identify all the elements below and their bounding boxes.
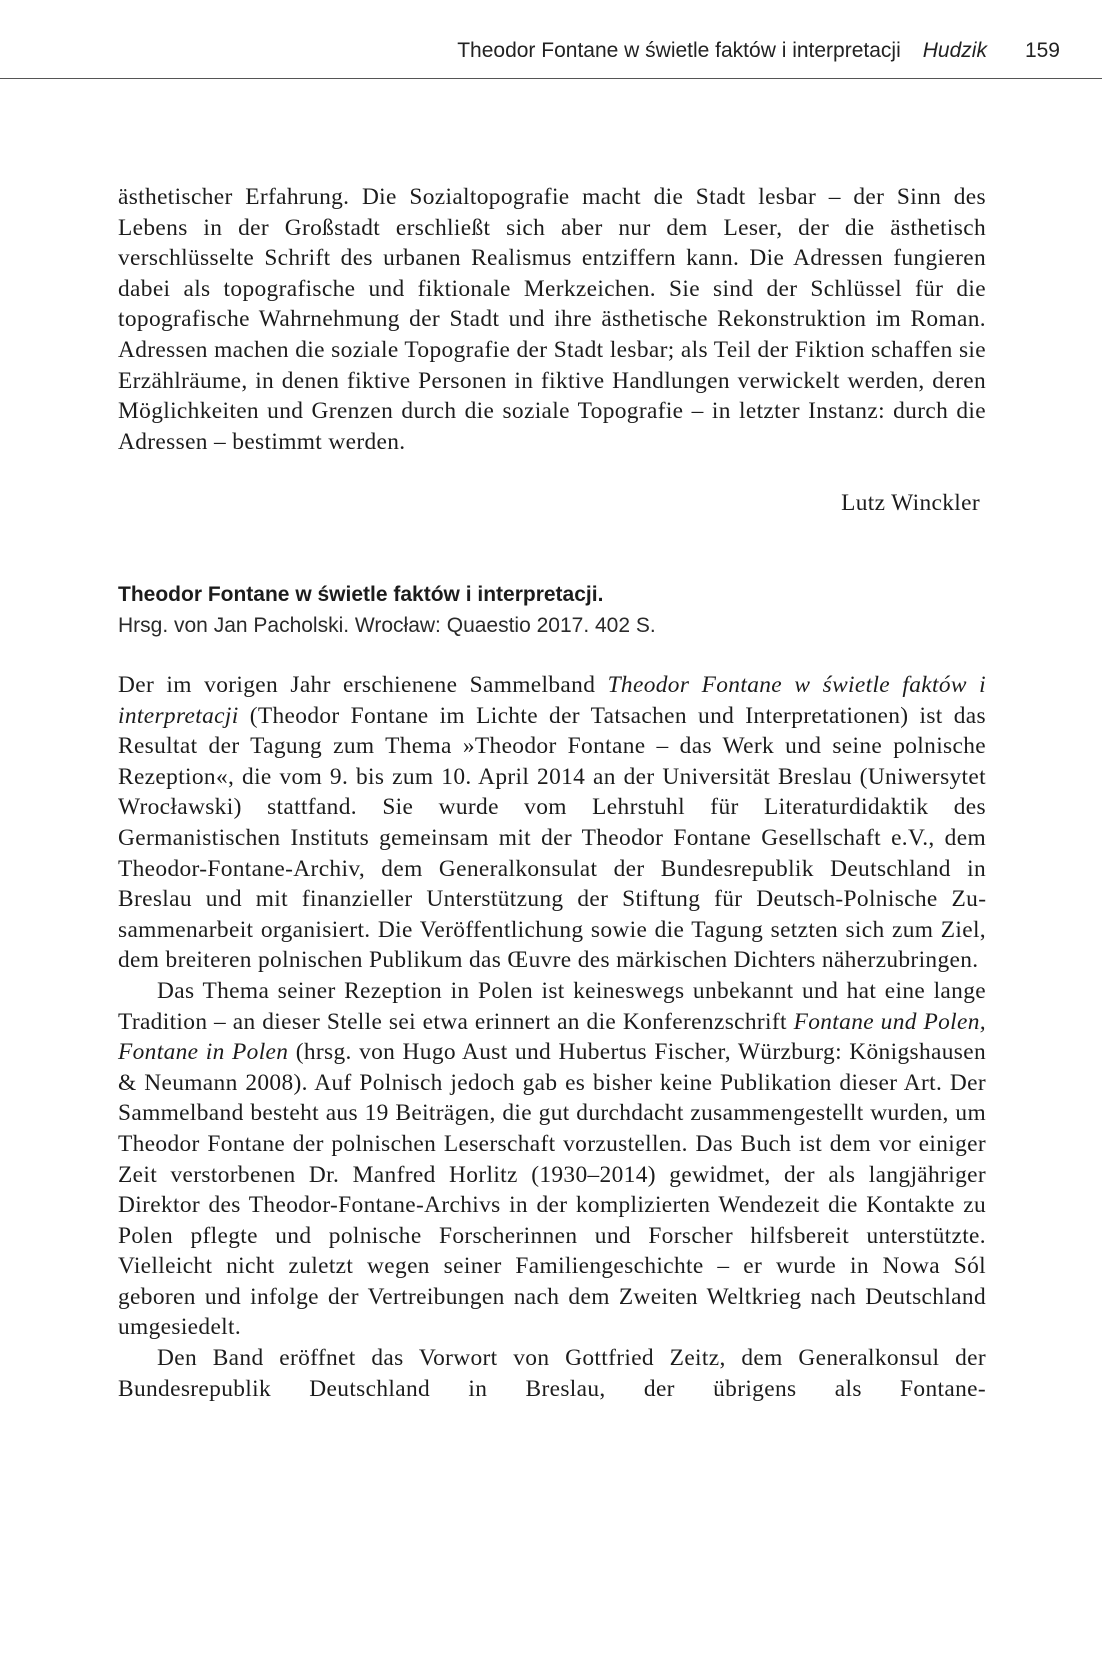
page-number: 159 (1024, 39, 1060, 62)
previous-review-paragraph: ästhetischer Erfahrung. Die Sozialtopografie macht die Stadt lesbar – der Sinn des Lebens in der Großstadt erschließt sich aber nur dem Leser, der die ästhetisch verschlüsselte Schrift des urbanen Realismus entziffern kann. Die Adressen fungieren dabei als topografische und fiktionale Merkzeichen. Sie sind der Schlüssel für die topografische Wahrnehmung der Stadt und ihre ästhetische Rekonstruktion im Roman. Adressen machen die soziale Topografie der Stadt lesbar; als Teil der Fiktion schaffen sie Erzählräume, in denen fiktive Personen in fiktive Handlungen verwickelt werden, deren Möglichkeiten und Grenzen durch die soziale Topografie – in letzter Instanz: durch die Adressen – bestimmt werden. (118, 184, 986, 455)
review-body (118, 670, 986, 1404)
previous-review-text (118, 182, 986, 457)
reviewer-signature: Lutz Winckler (841, 490, 980, 516)
review-bibliography: Hrsg. von Jan Pacholski. Wrocław: Quaestio 2017. 402 S. (118, 614, 656, 637)
review-paragraph-3: Den Band eröffnet das Vorwort von Gottfried Zeitz, dem Generalkonsul der Bundesrepublik Deutschland in Breslau, der übrigens als Fontane- (118, 1345, 986, 1402)
paragraph-text: (Theodor Fontane im Lichte der Tatsachen und Interpretationen) ist das Resultat der Tagung zum Thema »Theodor Fontane – das Werk und seine polnische Rezeption«, die vom 9. bis zum 10. April 2014 an der Universität Breslau (Uniwersytet Wrocławski) stattfand. Sie wurde vom Lehrstuhl für Literaturdidaktik des Germanistischen Instituts gemeinsam mit der Theodor Fontane Gesellschaft e.V., dem Theodor-Fontane-Archiv, dem Generalkonsulat der Bundesrepublik Deutschland in Breslau und mit finanzieller Unterstützung der Stiftung für Deutsch-Polnische Zusammenarbeit organisiert. Die Veröffentlichung sowie die Tagung setzten sich zum Ziel, dem breiteren polnischen Publikum das Œuvre des märkischen Dichters näherzubringen. (118, 702, 986, 974)
header-rule (0, 78, 1102, 79)
review-heading: Theodor Fontane w świetle faktów i interpretacji. (118, 583, 604, 606)
paragraph-text: Der im vorigen Jahr erschienene Sammelband (118, 672, 608, 698)
running-head (0, 36, 1060, 66)
running-head-title: Theodor Fontane w świetle faktów i interpretacji (457, 39, 901, 62)
book-title: Fontane und Polen, Fontane in Polen (118, 1008, 986, 1066)
book-title: Theodor Fontane w świetle faktów i interpretacji (118, 672, 986, 729)
running-head-author: Hudzik (922, 39, 987, 62)
review-paragraph-2 (118, 976, 986, 1343)
review-paragraph-1 (118, 670, 986, 976)
paragraph-text: Das Thema seiner Rezeption in Polen ist keineswegs unbekannt und hat eine lange Tradition – an dieser Stelle sei etwa erinnert an die Konferenzschrift (118, 977, 986, 1035)
paragraph-text: (hrsg. von Hugo Aust und Hubertus Fischer, Würzburg: Königshausen & Neumann 2008). Auf Polnisch jedoch gab es bisher keine Publikation dieser Art. Der Sammelband besteht aus 19 Beiträgen, die gut durchdacht zusammengestellt wurden, um Theodor Fontane der polnischen Leserschaft vorzustellen. Das Buch ist dem vor einiger Zeit verstorbenen Dr. Manfred Horlitz (1930–2014) gewidmet, der als langjähriger Direktor des Theodor-Fontane-Archivs in der komplizierten Wendezeit die Kontakte zu Polen pflegte und polnische Forscherinnen und Forscher hilfsbereit unterstützte. Vielleicht nicht zuletzt wegen seiner Familiengeschichte – er wurde in Nowa Sól geboren und infolge der Vertreibungen nach dem Zweiten Weltkrieg nach Deutschland umgesiedelt. (118, 1039, 987, 1341)
